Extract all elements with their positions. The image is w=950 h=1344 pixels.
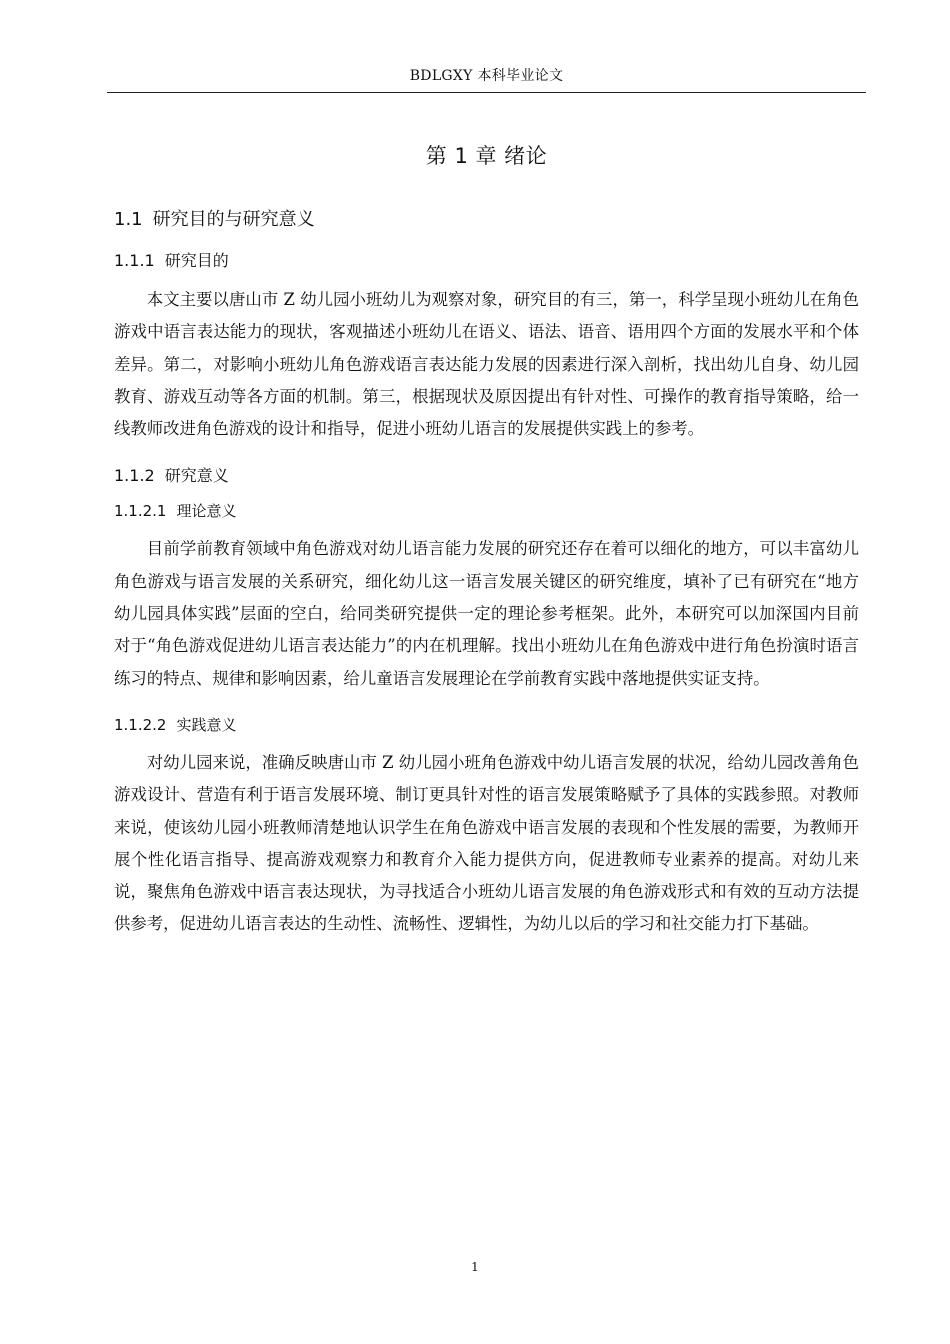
section-heading-1-1-1 — [114, 248, 859, 274]
paragraph-research-purpose: 本文主要以唐山市 Z 幼儿园小班幼儿为观察对象，研究目的有三，第一，科学呈现小班幼儿在角色游戏中语言表达能力的现状，客观描述小班幼儿在语义、语法、语音、语用四个方面的发展水平和个体差异。第二，对影响小班幼儿角色游戏语言表达能力发展的因素进行深入剖析，找出幼儿自身、幼儿园教育、游戏互动等各方面的机制。第三，根据现状及原因提出有针对性、可操作的教育指导策略，给一线教师改进角色游戏的设计和指导，促进小班幼儿语言的发展提供实践上的参考。 — [114, 290, 859, 439]
section-number: 1.1.2.2 — [114, 715, 167, 734]
section-title: 理论意义 — [176, 502, 237, 521]
document-body — [114, 140, 859, 959]
section-number: 1.1.1 — [114, 251, 155, 270]
paragraph-practical-significance: 对幼儿园来说，准确反映唐山市 Z 幼儿园小班角色游戏中幼儿语言发展的状况，给幼儿园改善角色游戏设计、营造有利于语言发展环境、制订更具针对性的语言发展策略赋予了具体的实践参照。对教师来说，使该幼儿园小班教师清楚地认识学生在角色游戏中语言发展的表现和个性发展的需要，为教师开展个性化语言指导、提高游戏观察力和教育介入能力提供方向，促进教师专业素养的提高。对幼儿来说，聚焦角色游戏中语言表达现状，为寻找适合小班幼儿语言发展的角色游戏形式和有效的互动方法提供参考，促进幼儿语言表达的生动性、流畅性、逻辑性，为幼儿以后的学习和社交能力打下基础。 — [114, 752, 859, 934]
page-header — [107, 60, 866, 93]
header-title: BDLGXY 本科毕业论文 — [409, 68, 564, 84]
section-title: 研究目的 — [164, 251, 229, 270]
section-heading-1-1 — [114, 206, 859, 234]
section-title: 研究目的与研究意义 — [152, 209, 315, 230]
section-heading-1-1-2-2 — [114, 713, 859, 737]
section-title: 研究意义 — [164, 466, 229, 486]
chapter-title: 第 1 章 绪论 — [425, 144, 548, 168]
section-number: 1.1.2 — [114, 466, 155, 486]
section-number: 1.1 — [114, 209, 143, 230]
page-number: 1 — [471, 1260, 479, 1274]
section-heading-1-1-2 — [114, 463, 859, 489]
paragraph-theoretical-significance: 目前学前教育领域中角色游戏对幼儿语言能力发展的研究还存在着可以细化的地方，可以丰富幼儿角色游戏与语言发展的关系研究，细化幼儿这一语言发展关键区的研究维度，填补了已有研究在“地方幼儿园具体实践”层面的空白，给同类研究提供一定的理论参考框架。此外，本研究可以加深国内目前对于“角色游戏促进幼儿语言表达能力”的内在机理解。找出小班幼儿在角色游戏中进行角色扮演时语言练习的特点、规律和影响因素，给儿童语言发展理论在学前教育实践中落地提供实证支持。 — [114, 539, 859, 688]
section-title: 实践意义 — [176, 715, 237, 734]
section-number: 1.1.2.1 — [114, 502, 167, 521]
section-heading-1-1-2-1 — [114, 499, 859, 523]
